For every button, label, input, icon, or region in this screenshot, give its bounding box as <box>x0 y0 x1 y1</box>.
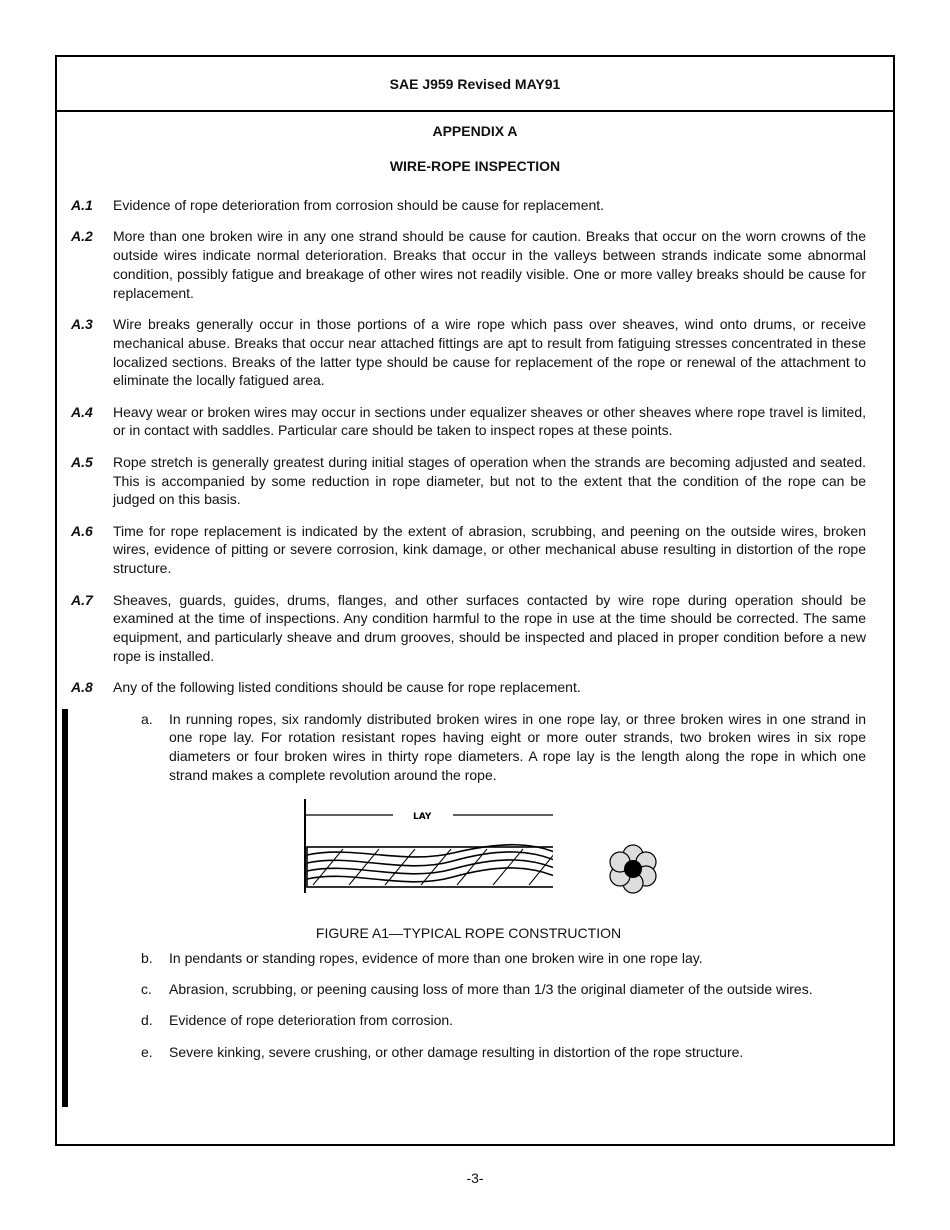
item-a2 <box>71 227 866 302</box>
appendix-title: APPENDIX A <box>432 123 518 139</box>
item-text: Time for rope replacement is indicated by the extent of abrasion, scrubbing, and peening on the outside wires, broken wires, evidence of pitting or severe corrosion, kink damage, or other mechanical abuse resulting in distortion of the rope structure. <box>113 522 866 577</box>
item-text: Sheaves, guards, guides, drums, flanges, and other surfaces contacted by wire rope during operation should be examined at the time of inspections. Any condition harmful to the rope in use at the time should be corrected. The same equipment, and particularly sheave and drum grooves, should be inspected and placed in proper condition before a new rope is installed. <box>113 591 866 664</box>
document-title: SAE J959 Revised MAY91 <box>389 75 561 92</box>
rope-illustration <box>113 799 553 909</box>
item-a6 <box>71 522 866 578</box>
subitem-letter: d. <box>141 1012 153 1029</box>
item-number: A.6 <box>71 522 93 539</box>
page-number: -3- <box>466 1170 484 1186</box>
section-title: WIRE-ROPE INSPECTION <box>389 158 561 174</box>
rope-body-icon <box>307 844 553 886</box>
item-text: Wire breaks generally occur in those portions of a wire rope which pass over sheaves, wind onto drums, or receive mechanical abuse. Breaks that occur near attached fittings are apt to result from fatiguing stresses concentrated in these localized sections. Breaks of the latter type should be cause for replacement of the rope or renewal of the attachment to eliminate the locally fatigued area. <box>113 315 866 389</box>
subitem-letter: e. <box>141 1043 153 1060</box>
item-number: A.7 <box>71 591 93 608</box>
item-a1 <box>71 196 866 215</box>
item-number: A.5 <box>71 453 93 470</box>
item-a3 <box>71 315 866 390</box>
lay-label: LAY <box>413 811 432 822</box>
item-text: More than one broken wire in any one strand should be cause for caution. Breaks that occur on the worn crowns of the outside wires indicate normal deterioration. Breaks that occur in the valleys between strands indicate some abnormal condition, possibly fatigue and breakage of other wires not readily visible. One or more valley breaks should be cause for replacement. <box>113 228 866 301</box>
item-a7 <box>71 591 866 666</box>
item-number: A.8 <box>71 679 93 696</box>
subitem-text: Evidence of rope deterioration from corrosion. <box>169 1012 454 1029</box>
page-frame <box>55 55 895 1146</box>
item-number: A.1 <box>71 197 93 213</box>
item-number: A.2 <box>71 228 93 245</box>
figure-caption: FIGURE A1—TYPICAL ROPE CONSTRUCTION <box>315 924 622 941</box>
item-list <box>71 196 866 1074</box>
subitem-letter: b. <box>141 949 153 966</box>
item-a5 <box>71 453 866 509</box>
item-text: Heavy wear or broken wires may occur in sections under equalizer sheaves or other sheaves where rope travel is limited, or in contact with saddles. Particular care should be taken to inspect ropes at these points. <box>113 403 866 439</box>
subitem-c <box>113 980 866 999</box>
item-text: Evidence of rope deterioration from corrosion should be cause for replacement. <box>113 197 605 213</box>
subitem-d <box>113 1011 866 1030</box>
subitem-text: In running ropes, six randomly distributed broken wires in one rope lay, or three broken wires in one strand in one rope lay. For rotation resistant ropes having eight or more outer strands, two broken wires in six rope diameters or four broken wires in thirty rope diameters. A rope lay is the length along the rope in which one strand makes a complete revolution around the rope. <box>169 710 866 783</box>
item-a4 <box>71 403 866 441</box>
item-text: Rope stretch is generally greatest during initial stages of operation when the strands are becoming adjusted and seated. This is accompanied by some reduction in rope diameter, but not to the extent that the condition of the rope can be judged on this basis. <box>113 453 866 508</box>
subitem-a <box>113 710 866 785</box>
subitem-text: Severe kinking, severe crushing, or other damage resulting in distortion of the rope structure. <box>169 1043 744 1060</box>
revision-change-bar <box>62 709 68 1107</box>
subitem-b <box>113 949 866 968</box>
subitem-list <box>113 710 866 1062</box>
subitem-text: In pendants or standing ropes, evidence of more than one broken wire in one rope lay. <box>169 949 703 966</box>
subitem-text: Abrasion, scrubbing, or peening causing loss of more than 1/3 the original diameter of the outside wires. <box>169 981 813 998</box>
subitem-letter: a. <box>141 710 153 727</box>
item-a8 <box>71 678 866 697</box>
rope-cross-section-icon <box>603 839 663 899</box>
document-header <box>57 57 893 112</box>
figure-a1 <box>113 799 866 949</box>
subitem-letter: c. <box>141 981 152 998</box>
subitem-e <box>113 1043 866 1062</box>
item-number: A.3 <box>71 315 93 332</box>
item-number: A.4 <box>71 403 93 420</box>
item-text: Any of the following listed conditions should be cause for rope replacement. <box>113 679 581 696</box>
